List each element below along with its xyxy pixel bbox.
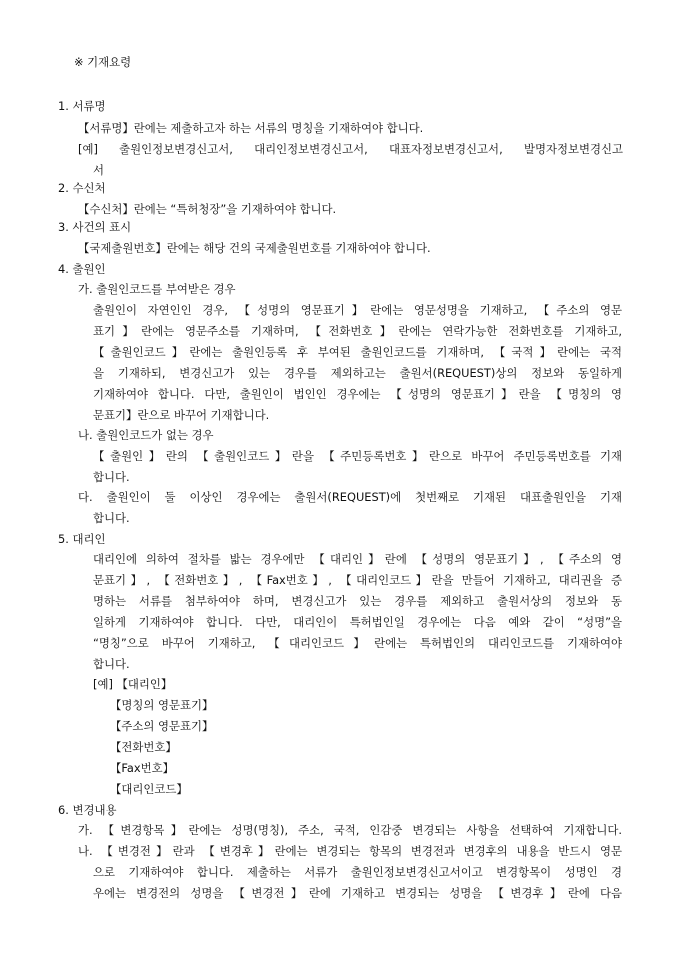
- section-5-example-head: [예] 【대리인】: [93, 677, 173, 691]
- section-4c-line: 합니다.: [93, 511, 130, 525]
- section-5-line: 일하게 기재하여야 합니다. 다만, 대리인이 특허법인일 경우에는 다음 예와 같이 “성명”을: [93, 615, 622, 629]
- section-5-example-item: 【주소의 영문표기】: [110, 719, 214, 733]
- section-5-line: 합니다.: [93, 657, 130, 671]
- section-1-example-line: 서: [93, 163, 105, 177]
- section-4a-line: 을 기재하되, 변경신고가 있는 경우를 제외하고는 출원서(REQUEST)상의 정보와 동일하게: [93, 366, 622, 380]
- section-1-body: 【서류명】란에는 제출하고자 하는 서류의 명칭을 기재하여야 합니다.: [78, 121, 424, 135]
- section-4a-title: 가. 출원인코드를 부여받은 경우: [78, 282, 236, 296]
- section-3-body: 【국제출원번호】란에는 해당 건의 국제출원번호를 기재하여야 합니다.: [78, 241, 431, 255]
- section-4a-line: 출원인이 자연인인 경우, 【성명의 영문표기】란에는 영문성명을 기재하고, 【주소의 영문: [93, 303, 622, 317]
- section-4b-line: 【출원인】란의 【출원인코드】란을 【주민등록번호】란으로 바꾸어 주민등록번호를 기재: [93, 449, 622, 463]
- section-5-example-item: 【대리인코드】: [110, 782, 188, 796]
- section-3-heading: 3. 사건의 표시: [58, 220, 132, 234]
- section-2-heading: 2. 수신처: [58, 181, 106, 195]
- section-5-heading: 5. 대리인: [58, 532, 106, 546]
- section-5-line: “명칭”으로 바꾸어 기재하고, 【대리인코드】란에는 특허법인의 대리인코드를 기재하여야: [93, 636, 622, 650]
- section-1-example-line: [예] 출원인정보변경신고서, 대리인정보변경신고서, 대표자정보변경신고서, 발명자정보변경신고: [78, 142, 623, 156]
- section-6b-line: 으로 기재하여야 합니다. 제출하는 서류가 출원인정보변경신고서이고 변경항목이 성명인 경: [93, 865, 622, 879]
- section-5-example-item: 【Fax번호】: [110, 761, 175, 775]
- section-5-line: 대리인에 의하여 절차를 밟는 경우에만 【대리인】란에 【성명의 영문표기】, 【주소의 영: [93, 552, 622, 566]
- section-4-heading: 4. 출원인: [58, 262, 106, 276]
- section-4a-line: 문표기】란으로 바꾸어 기재합니다.: [93, 408, 270, 422]
- section-2-body: 【수신처】란에는 “특허청장”을 기재하여야 합니다.: [78, 202, 337, 216]
- section-4a-line: 기재하여야 합니다. 다만, 출원인이 법인인 경우에는 【성명의 영문표기】란을 【명칭의 영: [93, 387, 622, 401]
- section-5-line: 문표기】, 【전화번호】, 【Fax번호】, 【대리인코드】란을 만들어 기재하고, 대리권을 증: [93, 573, 622, 587]
- section-4b-title: 나. 출원인코드가 없는 경우: [78, 428, 214, 442]
- section-5-example-item: 【전화번호】: [110, 740, 177, 754]
- section-4a-line: 표기】란에는 영문주소를 기재하며, 【전화번호】란에는 연락가능한 전화번호를 기재하고,: [93, 324, 622, 338]
- section-6b-line: 우에는 변경전의 성명을 【변경전】란에 기재하고 변경되는 성명을 【변경후】란에 다음: [93, 886, 622, 900]
- section-4c-line: 다. 출원인이 둘 이상인 경우에는 출원서(REQUEST)에 첫번째로 기재된 대표출원인을 기재: [78, 490, 622, 504]
- section-6-heading: 6. 변경내용: [58, 803, 117, 817]
- section-6a-line: 가. 【변경항목】란에는 성명(명칭), 주소, 국적, 인감중 변경되는 사항을 선택하여 기재합니다.: [78, 823, 622, 837]
- section-4a-line: 【출원인코드】란에는 출원인등록 후 부여된 출원인코드를 기재하며, 【국적】란에는 국적: [93, 345, 622, 359]
- section-1-heading: 1. 서류명: [58, 99, 106, 113]
- section-5-example-item: 【명칭의 영문표기】: [110, 698, 214, 712]
- section-5-line: 명하는 서류를 첨부하여야 하며, 변경신고가 있는 경우를 제외하고 출원서상의 정보와 동: [93, 594, 622, 608]
- notes-header: ※ 기재요령: [74, 55, 132, 69]
- section-6b-line: 나. 【변경전】란과 【변경후】란에는 변경되는 항목의 변경전과 변경후의 내용을 반드시 영문: [78, 844, 622, 858]
- section-4b-line: 합니다.: [93, 470, 130, 484]
